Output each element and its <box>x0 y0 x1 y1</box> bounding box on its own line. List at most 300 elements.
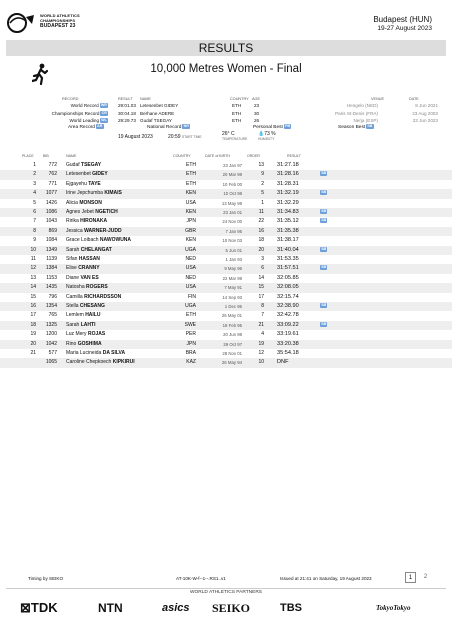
row-country: BRA <box>185 350 196 356</box>
row-country: UGA <box>185 246 196 253</box>
table-row <box>0 340 452 349</box>
legend-area-record: Area Record AR <box>68 124 103 130</box>
row-country: KAZ <box>186 359 196 366</box>
records-col-venue: VENUE <box>371 97 385 101</box>
row-dob: 23 Jan 01 <box>223 210 242 215</box>
legend-personal-best: Personal Best PB <box>253 124 291 130</box>
partners-label: WORLD ATHLETICS PARTNERS <box>190 590 262 595</box>
records-col-name: NAME <box>140 97 151 101</box>
row-dob: 25 May 01 <box>221 313 242 319</box>
legend-season-best: Season Best SB <box>338 124 373 130</box>
row-last-name: HASSAN <box>78 256 100 262</box>
logo-line-1: WORLD ATHLETICS <box>40 13 80 18</box>
row-first-name: Agnes Jebet <box>66 209 94 215</box>
row-place: 19 <box>30 331 36 338</box>
row-order: 20 <box>258 246 264 253</box>
col-place: PLACE <box>22 154 34 158</box>
table-row <box>0 161 452 170</box>
row-last-name: ROJAS <box>87 331 106 338</box>
timing-credit: Timing by SEIKO <box>28 576 64 581</box>
row-dob: 20 Jun 98 <box>223 332 242 338</box>
season-best-badge: SB <box>321 321 327 326</box>
row-order: 10 <box>258 359 264 366</box>
row-order: 1 <box>261 199 264 206</box>
row-place: 6 <box>33 209 36 215</box>
season-best-badge: SB <box>321 209 327 213</box>
row-dob: 14 Sep 93 <box>222 294 242 300</box>
row-badge <box>319 246 327 255</box>
row-last-name: MONSON <box>79 199 102 206</box>
row-bib: 1077 <box>45 190 57 197</box>
table-row <box>0 330 452 339</box>
row-place: 12 <box>30 265 36 272</box>
table-row <box>0 236 452 245</box>
row-place: 15 <box>30 293 36 300</box>
table-row <box>0 302 452 311</box>
row-bib: 1086 <box>45 209 57 215</box>
row-place: 8 <box>33 227 36 234</box>
row-place: 16 <box>30 303 36 309</box>
row-result: 31:34.83 <box>277 209 299 215</box>
table-row <box>0 293 452 302</box>
sponsor-ntn: NTN <box>98 601 123 615</box>
record-label: World Leading <box>69 118 100 124</box>
row-first-name: Letesenbet <box>66 171 91 178</box>
row-first-name: Ririka <box>66 218 79 225</box>
row-bib: 1325 <box>45 321 57 328</box>
row-place: 14 <box>30 284 36 291</box>
row-dob: 29 Oct 97 <box>223 341 242 347</box>
row-place: 17 <box>30 312 36 319</box>
row-dob: 24 Nov 00 <box>222 219 242 225</box>
row-result: 31:28.31 <box>277 180 299 187</box>
row-bib: 1065 <box>45 359 57 366</box>
record-venue: Hengelo (NED) <box>346 103 378 108</box>
record-result: 29:29.73 <box>118 118 136 124</box>
records-col-record: RECORD <box>62 97 79 101</box>
start-time-label: START TIME <box>181 135 202 139</box>
row-bib: 772 <box>48 162 57 168</box>
record-name: Berhane ADERE <box>140 110 175 116</box>
row-place: 20 <box>30 340 36 347</box>
logo-line-3: BUDAPEST 23 <box>40 23 76 29</box>
row-place: 5 <box>33 199 36 206</box>
row-bib: 1384 <box>45 265 57 272</box>
record-result: 29:01.03 <box>118 103 136 108</box>
row-bib: 762 <box>48 171 57 178</box>
race-start-time: 20:59 START TIME <box>168 134 202 140</box>
row-bib: 771 <box>48 180 57 187</box>
row-order: 14 <box>258 274 264 281</box>
table-row <box>0 227 452 236</box>
row-last-name: NGETICH <box>95 209 118 215</box>
table-row <box>0 180 452 189</box>
row-place: 21 <box>30 350 36 356</box>
row-dob: 7 Jan 95 <box>225 228 242 234</box>
records-col-date: DATE <box>409 97 419 101</box>
row-result: 33:19.61 <box>277 331 299 338</box>
table-row <box>0 170 452 179</box>
row-name <box>66 264 100 273</box>
issued-timestamp: Issued at 21:41 on Saturday, 19 August 2023 <box>280 576 372 581</box>
record-venue: Nerja (ESP) <box>353 118 378 124</box>
record-row-world <box>20 102 440 110</box>
record-age: 23 <box>254 103 260 108</box>
record-result: 30:04.18 <box>118 110 136 116</box>
world-athletics-logo-icon <box>6 12 36 34</box>
row-name <box>66 340 102 349</box>
row-badge <box>319 302 327 311</box>
record-label: World Record <box>70 103 99 108</box>
race-humidity: 💧73 % HUMIDITY <box>258 131 276 141</box>
row-name <box>66 208 118 217</box>
season-best-badge: SB <box>321 190 327 195</box>
row-dob: 18 Feb 95 <box>222 322 242 328</box>
row-order: 15 <box>258 284 264 291</box>
col-dob: DATE of BIRTH <box>205 154 231 158</box>
row-order: 9 <box>261 171 264 178</box>
row-name <box>66 274 99 283</box>
sponsor-seiko: SEIKO <box>212 601 251 615</box>
table-row <box>0 283 452 292</box>
row-name <box>66 293 121 302</box>
row-badge <box>319 208 327 217</box>
row-bib: 1435 <box>45 284 57 291</box>
host-city: Budapest (HUN) <box>373 15 432 24</box>
row-name <box>66 283 108 292</box>
record-date: 23 Aug 2003 <box>412 110 438 116</box>
row-dob: 28 Nov 01 <box>222 351 242 356</box>
legend-national-record: National Record NR <box>147 124 189 130</box>
row-dob: 9 May 96 <box>224 266 242 272</box>
row-first-name: Sarah <box>66 321 80 328</box>
sponsor-tbs: TBS <box>280 602 302 614</box>
col-name: NAME <box>66 154 77 158</box>
row-first-name: Sarah <box>66 246 80 253</box>
row-result: 31:57.51 <box>277 265 299 272</box>
row-country: ETH <box>186 312 196 319</box>
row-country: FIN <box>187 293 196 300</box>
row-order: 11 <box>258 209 264 215</box>
row-result: 32:08.05 <box>277 284 299 291</box>
row-last-name: KIPKIRUI <box>112 359 135 366</box>
row-last-name: KIMAIS <box>104 190 122 197</box>
row-country: SWE <box>184 321 196 328</box>
humidity-label: HUMIDITY <box>258 137 275 141</box>
row-first-name: Irine Jepchumba <box>66 190 103 197</box>
race-date: 19 August 2023 <box>118 134 153 140</box>
row-last-name: DA SILVA <box>102 350 126 356</box>
legend-badge: SB <box>367 124 373 128</box>
row-first-name: Jessica <box>66 227 83 234</box>
table-row <box>0 199 452 208</box>
row-result: 33:20.38 <box>277 340 299 347</box>
sponsor-tdk: ⊠TDK <box>20 600 58 615</box>
row-first-name: Caroline Chepkoech <box>66 359 112 366</box>
legend-badge: PB <box>285 124 291 128</box>
row-last-name: GIDEY <box>92 171 108 178</box>
table-row <box>0 358 452 367</box>
row-dob: 7 May 91 <box>224 285 242 291</box>
row-first-name: Rino <box>66 340 77 347</box>
row-bib: 1200 <box>45 331 57 338</box>
row-name <box>66 330 105 339</box>
col-bib: BIB <box>43 154 49 158</box>
row-order: 17 <box>258 293 264 300</box>
row-place: 18 <box>30 321 36 328</box>
record-country: ETH <box>232 118 242 124</box>
row-bib: 765 <box>48 312 57 319</box>
legend-badge: AR <box>97 124 103 128</box>
row-country: ETH <box>186 171 196 178</box>
col-order: ORDER <box>247 154 260 158</box>
row-name <box>66 321 95 330</box>
row-first-name: Grace Loibach <box>66 237 99 244</box>
record-name: Gudaf TSEGAY <box>140 118 173 124</box>
row-place: 10 <box>30 246 36 253</box>
sponsor-tokyotokyo: TokyoTokyo <box>376 604 411 612</box>
row-first-name: Luz Mery <box>66 331 87 338</box>
row-bib: 1426 <box>45 199 57 206</box>
table-row <box>0 246 452 255</box>
row-result: 31:38.17 <box>277 237 299 244</box>
table-row <box>0 264 452 273</box>
row-order: 18 <box>258 237 264 244</box>
table-row <box>0 208 452 217</box>
row-first-name: Natosha <box>66 284 85 291</box>
record-venue: Paris St-Denis (FRA) <box>335 110 378 116</box>
row-place: 11 <box>30 256 36 262</box>
row-place: 7 <box>33 218 36 225</box>
season-best-badge: SB <box>321 218 327 223</box>
row-order: 21 <box>258 321 264 328</box>
row-bib: 1043 <box>45 218 57 225</box>
row-country: PER <box>185 331 196 338</box>
row-result: 35:54.18 <box>277 350 299 356</box>
row-country: ETH <box>186 180 196 187</box>
record-age: 26 <box>254 118 260 124</box>
row-last-name: ROGERS <box>86 284 108 291</box>
row-name <box>66 358 135 367</box>
row-last-name: TAYE <box>88 180 101 187</box>
row-last-name: TSEGAY <box>81 162 102 168</box>
race-temperature: 26° C TEMPERATURE <box>222 131 248 141</box>
row-result: 31:32.29 <box>277 199 299 206</box>
temperature-label: TEMPERATURE <box>222 137 248 141</box>
row-country: USA <box>185 265 196 272</box>
row-bib: 1153 <box>46 274 57 281</box>
row-last-name: VAN ES <box>80 274 99 281</box>
row-dob: 23 Jan 97 <box>223 163 242 168</box>
row-result: 31:35.38 <box>277 227 299 234</box>
row-name <box>66 199 102 208</box>
row-order: 13 <box>258 162 264 168</box>
row-bib: 1084 <box>45 237 57 244</box>
humidity-icon: 💧 <box>258 131 265 137</box>
row-bib: 1354 <box>45 303 57 309</box>
row-order: 22 <box>258 218 264 225</box>
document-code: AT-10K-W-f--1--.RS1..v1 <box>176 576 226 581</box>
table-row <box>0 255 452 264</box>
record-badge: WR <box>100 103 107 107</box>
row-last-name: CHESANG <box>79 303 105 309</box>
row-name <box>66 217 107 226</box>
row-first-name: Ejgayehu <box>66 180 87 187</box>
row-country: NED <box>185 256 196 262</box>
row-country: NED <box>185 274 196 281</box>
row-last-name: CRANNY <box>78 265 100 272</box>
row-place: 9 <box>33 237 36 244</box>
row-name <box>66 302 105 311</box>
table-row <box>0 217 452 226</box>
row-first-name: Gudaf <box>66 162 80 168</box>
row-result: 31:27.18 <box>277 162 299 168</box>
record-date: 23 Jun 2023 <box>412 118 438 124</box>
page-current[interactable]: 1 <box>405 572 416 583</box>
row-country: KEN <box>185 209 196 215</box>
row-place: 3 <box>33 180 36 187</box>
row-country: KEN <box>185 190 196 197</box>
row-place: 13 <box>30 274 36 281</box>
season-best-badge: SB <box>321 171 327 176</box>
records-col-age: AGE <box>252 97 261 101</box>
row-result: DNF <box>277 359 289 366</box>
logo-line-2: CHAMPIONSHIPS <box>40 18 76 23</box>
row-result: 31:53.35 <box>277 256 299 262</box>
row-result: 32:42.78 <box>277 312 299 319</box>
row-country: JPN <box>186 218 196 225</box>
row-bib: 577 <box>48 350 57 356</box>
row-name <box>66 189 122 198</box>
row-order: 16 <box>258 227 264 234</box>
records-col-result: RESULT <box>118 97 133 101</box>
record-label: Championships Record <box>51 110 100 116</box>
row-country: GBR <box>185 227 196 234</box>
record-row-championships <box>20 110 440 118</box>
row-result: 32:15.74 <box>277 293 299 300</box>
record-country: ETH <box>232 110 242 116</box>
row-badge <box>319 264 327 273</box>
championships-logo <box>6 12 116 36</box>
row-first-name: Camilla <box>66 293 83 300</box>
season-best-badge: SB <box>321 265 327 270</box>
table-row <box>0 321 452 330</box>
row-name <box>66 311 100 320</box>
table-row <box>0 274 452 283</box>
row-last-name: RICHARDSSON <box>84 293 122 300</box>
row-badge <box>319 170 327 179</box>
row-name <box>66 161 101 170</box>
table-row <box>0 349 452 358</box>
row-result: 31:28.16 <box>277 171 299 178</box>
row-order: 4 <box>261 331 264 338</box>
col-result: RESULT <box>287 154 301 158</box>
row-first-name: Stella <box>66 303 79 309</box>
row-first-name: Alicia <box>66 199 78 206</box>
season-best-badge: SB <box>321 246 327 251</box>
row-dob: 10 Feb 00 <box>222 181 242 187</box>
row-result: 31:32.19 <box>277 190 299 197</box>
row-dob: 22 Mar 99 <box>222 275 242 281</box>
row-dob: 10 Oct 98 <box>223 191 242 197</box>
row-order: 2 <box>261 180 264 187</box>
table-row <box>0 189 452 198</box>
results-table-header <box>0 154 452 160</box>
row-last-name: NAWOWUNA <box>99 237 132 244</box>
row-bib: 1139 <box>46 256 57 262</box>
page-other[interactable]: 2 <box>423 574 428 580</box>
record-age: 30 <box>254 110 260 116</box>
row-dob: 1 Jan 93 <box>225 257 242 262</box>
row-name <box>66 170 108 179</box>
row-last-name: LAHTI <box>80 321 96 328</box>
row-last-name: WARNER-JUDD <box>84 227 122 234</box>
row-order: 19 <box>258 340 264 347</box>
season-best-badge: SB <box>321 303 327 307</box>
row-order: 5 <box>261 190 264 197</box>
row-first-name: Diane <box>66 274 80 281</box>
row-last-name: CHELANGAT <box>80 246 112 253</box>
footer-divider <box>6 588 446 589</box>
row-order: 7 <box>261 312 264 319</box>
records-col-country: COUNTRY <box>230 97 249 101</box>
row-country: ETH <box>186 162 196 168</box>
row-order: 12 <box>258 350 264 356</box>
col-country: COUNTRY <box>173 154 191 158</box>
row-dob: 20 Mar 98 <box>222 172 242 178</box>
row-first-name: Elise <box>66 265 77 272</box>
row-last-name: GOSHIMA <box>77 340 102 347</box>
tdk-logo-icon: ⊠ <box>20 600 31 615</box>
record-name: Letesenbet GIDEY <box>140 103 179 108</box>
row-name <box>66 180 101 189</box>
row-country: USA <box>185 199 196 206</box>
row-bib: 1349 <box>45 246 57 253</box>
row-first-name: Lemlem <box>66 312 84 319</box>
row-place: 1 <box>33 162 36 168</box>
row-place: 2 <box>33 171 36 178</box>
row-badge <box>319 217 327 226</box>
row-name <box>66 227 122 236</box>
row-country: KEN <box>185 237 196 244</box>
row-dob: 13 May 98 <box>221 200 242 206</box>
event-dates: 19-27 August 2023 <box>377 25 432 32</box>
row-dob: 1 Dec 96 <box>224 304 242 309</box>
row-name <box>66 349 125 358</box>
results-title: RESULTS <box>6 40 446 56</box>
sponsor-asics: asics <box>162 602 190 614</box>
row-bib: 1042 <box>45 340 57 347</box>
row-result: 32:38.90 <box>277 303 299 309</box>
row-first-name: Maria Lucineida <box>66 350 102 356</box>
record-date: 8 Jun 2021 <box>415 103 438 108</box>
row-first-name: Sifan <box>66 256 78 262</box>
record-country: ETH <box>232 103 242 108</box>
row-bib: 869 <box>48 227 57 234</box>
row-result: 31:40.04 <box>277 246 299 253</box>
row-result: 33:09.22 <box>277 321 299 328</box>
row-name <box>66 255 100 264</box>
row-result: 31:35.12 <box>277 218 299 225</box>
row-country: JPN <box>186 340 196 347</box>
row-order: 6 <box>261 265 264 272</box>
row-country: UGA <box>185 303 196 309</box>
row-last-name: HAILU <box>85 312 101 319</box>
record-badge: WL <box>101 118 107 123</box>
row-country: USA <box>185 284 196 291</box>
row-order: 8 <box>261 303 264 309</box>
record-badge: CR <box>101 110 107 115</box>
